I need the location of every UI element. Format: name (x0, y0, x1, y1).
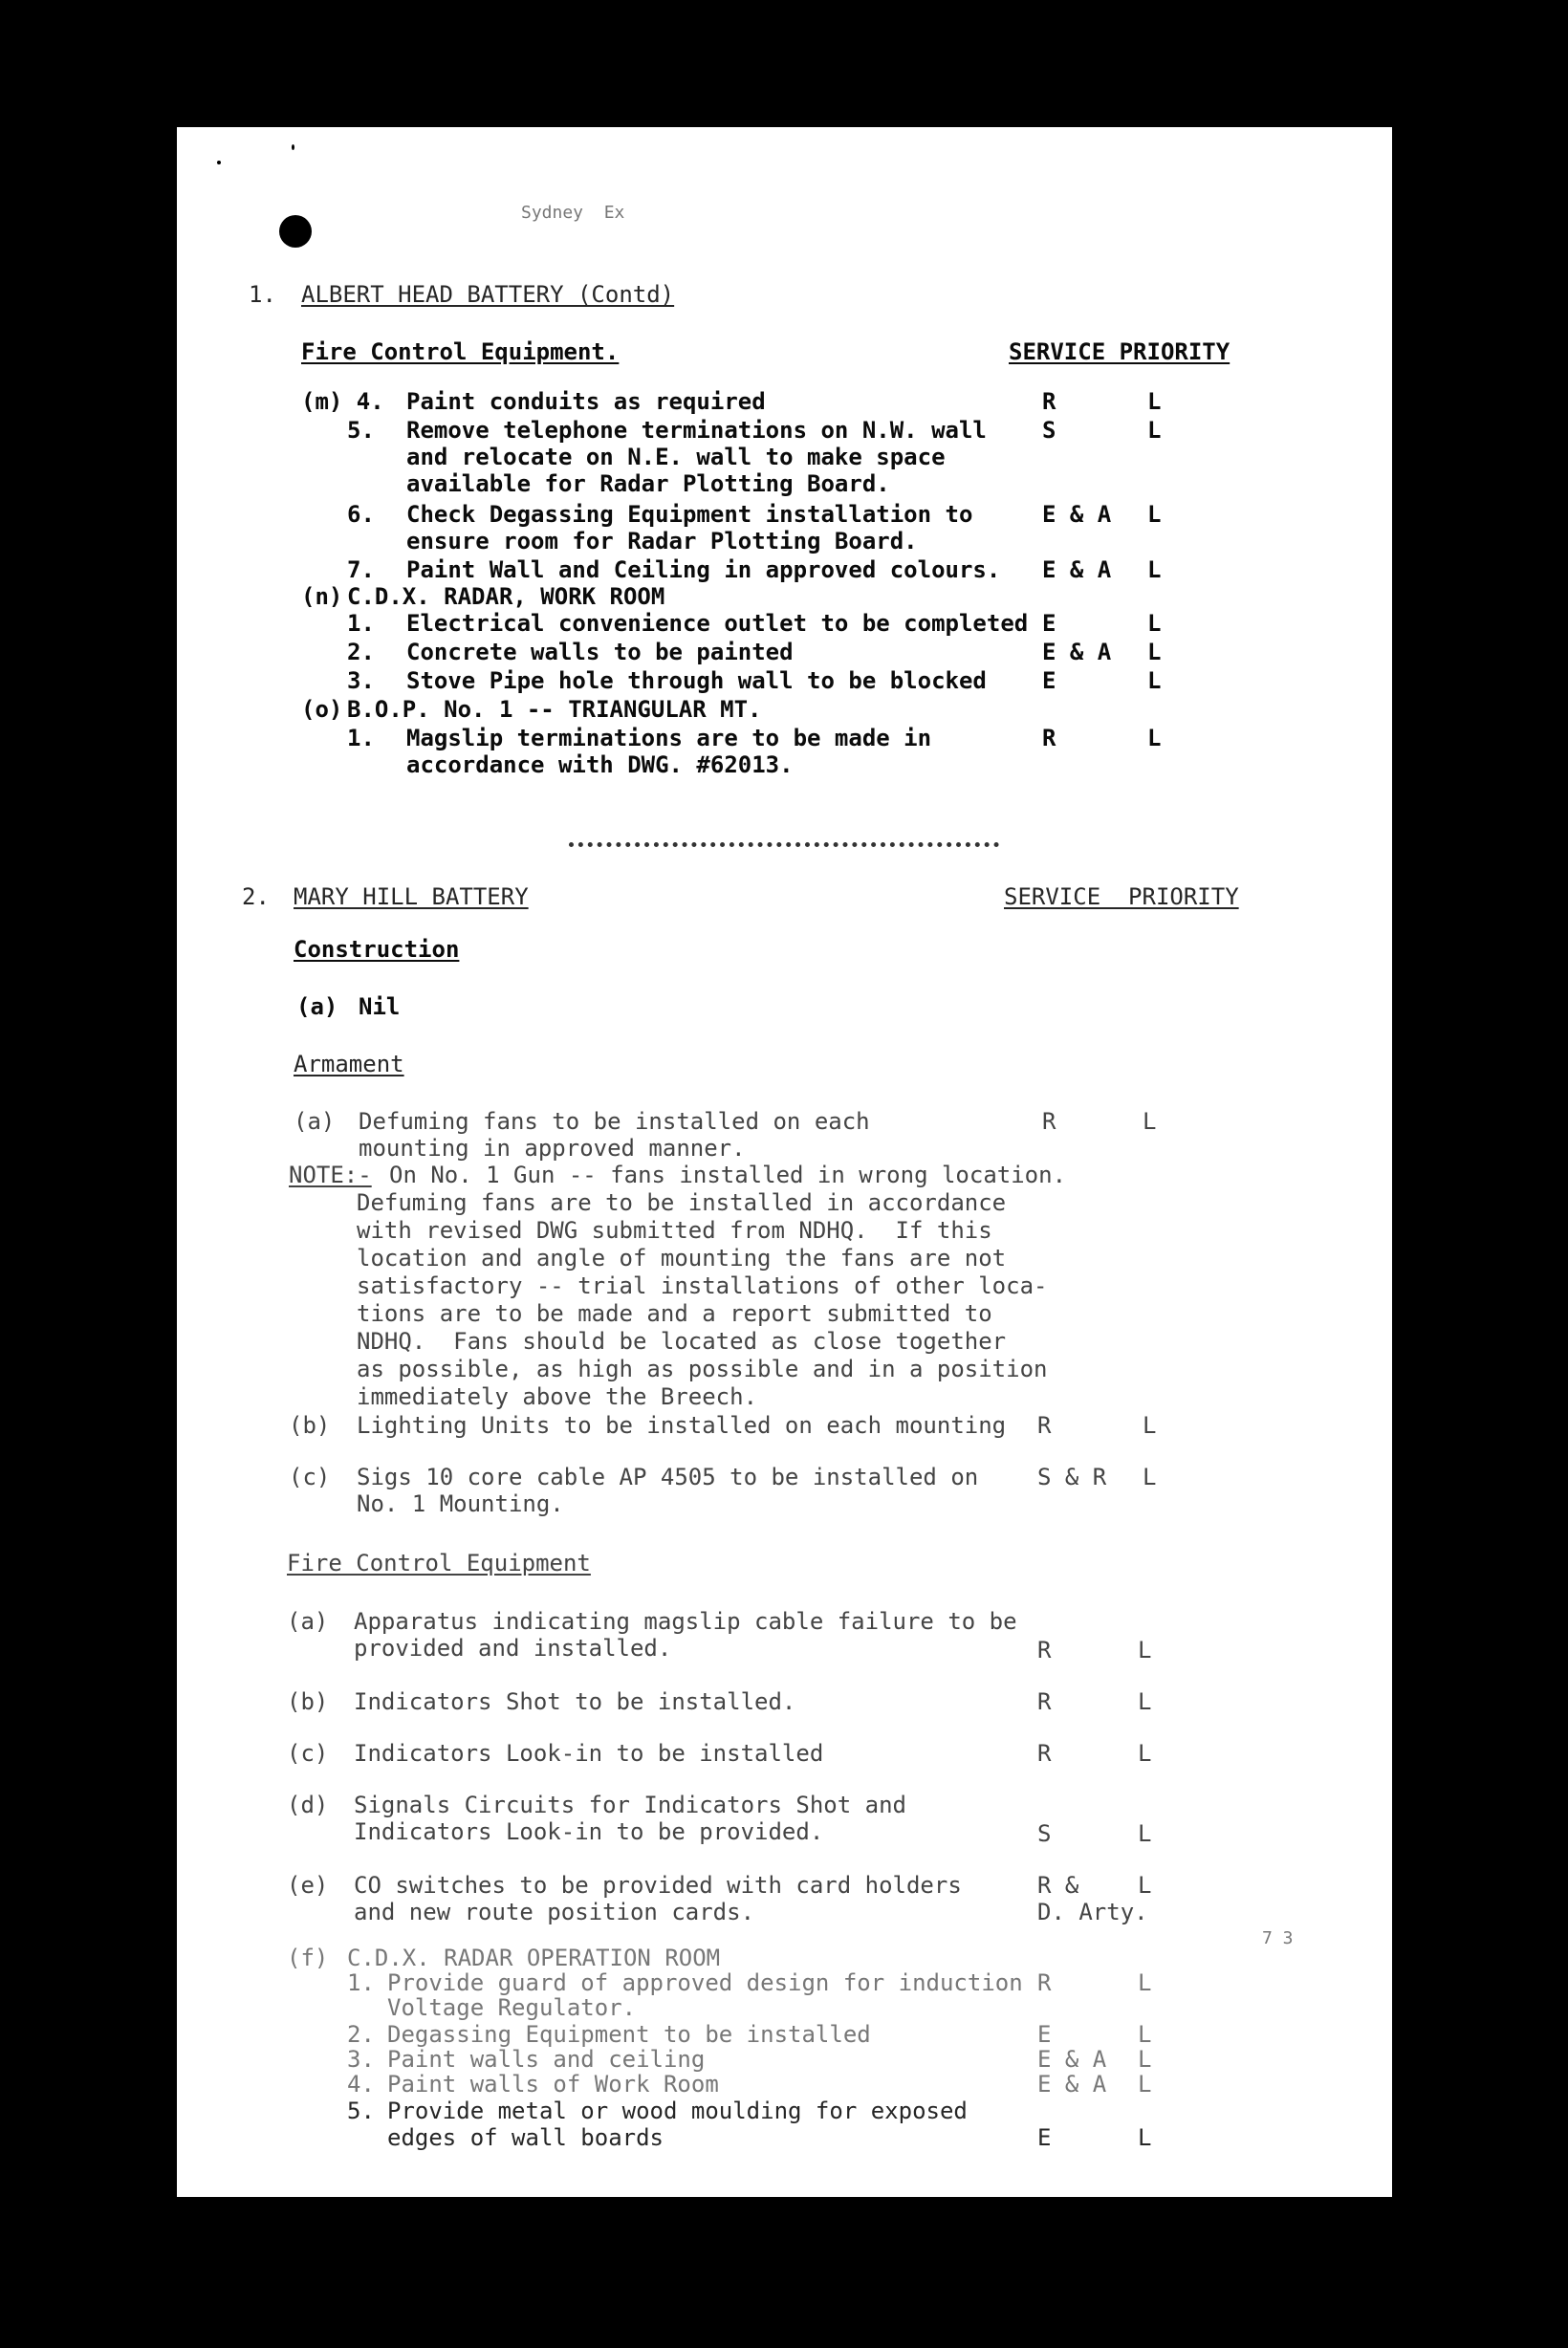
item-text: B.O.P. No. 1 -- TRIANGULAR MT. (347, 696, 762, 723)
section-1-title: ALBERT HEAD BATTERY (Contd) (301, 281, 675, 308)
item-label: 6. (347, 501, 375, 528)
note-line: satisfactory -- trial installations of other loca- (357, 1272, 1048, 1299)
f-item-label: 1. (347, 1969, 375, 1996)
fire-control-e-priority: L (1138, 1872, 1152, 1899)
construction-heading: Construction (294, 936, 460, 963)
f-item-priority: L (1138, 2021, 1152, 2048)
item-text: Stove Pipe hole through wall to be blocked (406, 667, 987, 694)
item-priority: L (1147, 556, 1162, 583)
f-item-service: E & A (1037, 2071, 1107, 2098)
section-2-column-header: SERVICE PRIORITY (1004, 883, 1239, 910)
item-priority: L (1147, 725, 1162, 751)
item-priority: L (1147, 610, 1162, 637)
item-service: R (1042, 388, 1056, 415)
note-line: immediately above the Breech. (357, 1383, 758, 1410)
item-text: C.D.X. RADAR, WORK ROOM (347, 583, 665, 610)
item-service: E & A (1042, 556, 1112, 583)
note-label: NOTE:- (289, 1162, 372, 1188)
fire-control-f-title: C.D.X. RADAR OPERATION ROOM (347, 1945, 721, 1971)
fire-control-b-label: (b) (287, 1688, 329, 1715)
fire-control-heading: Fire Control Equipment (287, 1550, 591, 1576)
note-line: NDHQ. Fans should be located as close together (357, 1328, 1007, 1355)
fire-control-a-priority: L (1138, 1637, 1152, 1663)
armament-b-text: Lighting Units to be installed on each mounting (357, 1412, 1007, 1439)
item-text: Paint Wall and Ceiling in approved colours. (406, 556, 1001, 583)
f-item-label: 3. (347, 2046, 375, 2073)
armament-a-service: R (1042, 1108, 1056, 1135)
item-text: Concrete walls to be painted (406, 639, 794, 665)
fire-control-e-label: (e) (287, 1872, 329, 1899)
f-item-text: Degassing Equipment to be installed (387, 2021, 871, 2048)
fire-control-a-label: (a) (287, 1608, 329, 1635)
f-item-service: R (1037, 1969, 1052, 1996)
f-item-text: Paint walls of Work Room (387, 2071, 719, 2098)
item-text: accordance with DWG. #62013. (406, 751, 794, 778)
item-priority: L (1147, 388, 1162, 415)
item-label: 1. (347, 725, 375, 751)
fire-control-d-line: Indicators Look-in to be provided. (354, 1818, 824, 1845)
f-item-service: E & A (1037, 2046, 1107, 2073)
item-service: R (1042, 725, 1056, 751)
document-page (177, 127, 1392, 2197)
fire-control-f-label: (f) (287, 1945, 329, 1971)
f-item-service: E (1037, 2124, 1052, 2151)
item-text: Electrical convenience outlet to be completed (406, 610, 1029, 637)
armament-c-line: No. 1 Mounting. (357, 1490, 564, 1517)
note-line: location and angle of mounting the fans are not (357, 1245, 1007, 1272)
item-priority: L (1147, 667, 1162, 694)
item-text: ensure room for Radar Plotting Board. (406, 528, 918, 554)
section-2-title: MARY HILL BATTERY (294, 883, 529, 910)
item-label: 1. (347, 610, 375, 637)
fire-control-c-label: (c) (287, 1740, 329, 1767)
armament-b-label: (b) (289, 1412, 331, 1439)
faint-header: Sydney Ex (521, 203, 625, 223)
item-label: (o) (301, 696, 343, 723)
armament-a-line: Defuming fans to be installed on each (359, 1108, 870, 1135)
fire-control-d-label: (d) (287, 1792, 329, 1818)
item-priority: L (1147, 501, 1162, 528)
fire-control-a-line: Apparatus indicating magslip cable failure to be (354, 1608, 1017, 1635)
fire-control-e-service: D. Arty. (1037, 1899, 1148, 1925)
armament-heading: Armament (294, 1051, 404, 1077)
note-line: On No. 1 Gun -- fans installed in wrong location. (389, 1162, 1067, 1188)
note-line: with revised DWG submitted from NDHQ. If this (357, 1217, 992, 1244)
f-item-label: 4. (347, 2071, 375, 2098)
fire-control-b-text: Indicators Shot to be installed. (354, 1688, 796, 1715)
fire-control-c-priority: L (1138, 1740, 1152, 1767)
armament-b-priority: L (1143, 1412, 1157, 1439)
item-text: Remove telephone terminations on N.W. wall (406, 417, 987, 444)
section-1-column-header: SERVICE PRIORITY (1009, 338, 1230, 365)
fire-control-c-service: R (1037, 1740, 1052, 1767)
f-item-text: Paint walls and ceiling (387, 2046, 706, 2073)
item-service: E & A (1042, 501, 1112, 528)
f-item-priority: L (1138, 2124, 1152, 2151)
section-1-number: 1. (249, 281, 276, 308)
fire-control-a-line: provided and installed. (354, 1635, 672, 1662)
fire-control-a-service: R (1037, 1637, 1052, 1663)
f-item-label: 5. (347, 2098, 375, 2124)
note-line: as possible, as high as possible and in a position (357, 1356, 1048, 1382)
fire-control-e-service: R & (1037, 1872, 1079, 1899)
fire-control-d-priority: L (1138, 1820, 1152, 1847)
item-label: 3. (347, 667, 375, 694)
item-text: Paint conduits as required (406, 388, 766, 415)
fire-control-e-line: CO switches to be provided with card holders (354, 1872, 962, 1899)
f-item-text: Voltage Regulator. (387, 1994, 637, 2021)
fire-control-d-line: Signals Circuits for Indicators Shot and (354, 1792, 906, 1818)
item-label: 5. (347, 417, 375, 444)
ink-speck (292, 144, 294, 150)
item-service: E (1042, 667, 1056, 694)
armament-a-priority: L (1143, 1108, 1157, 1135)
note-line: tions are to be made and a report submitted to (357, 1300, 992, 1327)
margin-mark: 7 3 (1262, 1928, 1294, 1948)
construction-item-label: (a) (296, 993, 338, 1020)
punch-hole (279, 215, 312, 248)
fire-control-e-line: and new route position cards. (354, 1899, 755, 1925)
f-item-service: E (1037, 2021, 1052, 2048)
armament-c-service: S & R (1037, 1464, 1107, 1490)
note-line: Defuming fans are to be installed in accordance (357, 1189, 1007, 1216)
section-1-subheading: Fire Control Equipment. (301, 338, 620, 365)
section-divider (569, 842, 999, 847)
item-label: (n) (301, 583, 343, 610)
f-item-priority: L (1138, 2071, 1152, 2098)
f-item-label: 2. (347, 2021, 375, 2048)
fire-control-c-text: Indicators Look-in to be installed (354, 1740, 824, 1767)
fire-control-d-service: S (1037, 1820, 1052, 1847)
f-item-text: edges of wall boards (387, 2124, 664, 2151)
f-item-priority: L (1138, 1969, 1152, 1996)
armament-c-line: Sigs 10 core cable AP 4505 to be installed on (357, 1464, 979, 1490)
armament-c-label: (c) (289, 1464, 331, 1490)
fire-control-b-service: R (1037, 1688, 1052, 1715)
f-item-text: Provide guard of approved design for induction (387, 1969, 1023, 1996)
item-label: (m) 4. (301, 388, 384, 415)
armament-c-priority: L (1143, 1464, 1157, 1490)
item-label: 2. (347, 639, 375, 665)
f-item-text: Provide metal or wood moulding for exposed (387, 2098, 968, 2124)
armament-a-line: mounting in approved manner. (359, 1135, 746, 1162)
item-priority: L (1147, 639, 1162, 665)
item-text: Check Degassing Equipment installation to (406, 501, 973, 528)
armament-a-label: (a) (294, 1108, 336, 1135)
armament-b-service: R (1037, 1412, 1052, 1439)
item-service: S (1042, 417, 1056, 444)
item-service: E (1042, 610, 1056, 637)
item-text: Magslip terminations are to be made in (406, 725, 932, 751)
item-priority: L (1147, 417, 1162, 444)
item-text: available for Radar Plotting Board. (406, 470, 890, 497)
section-2-number: 2. (242, 883, 270, 910)
construction-item-text: Nil (359, 993, 401, 1020)
item-service: E & A (1042, 639, 1112, 665)
fire-control-b-priority: L (1138, 1688, 1152, 1715)
item-label: 7. (347, 556, 375, 583)
ink-speck (217, 161, 221, 164)
item-text: and relocate on N.E. wall to make space (406, 444, 946, 470)
f-item-priority: L (1138, 2046, 1152, 2073)
